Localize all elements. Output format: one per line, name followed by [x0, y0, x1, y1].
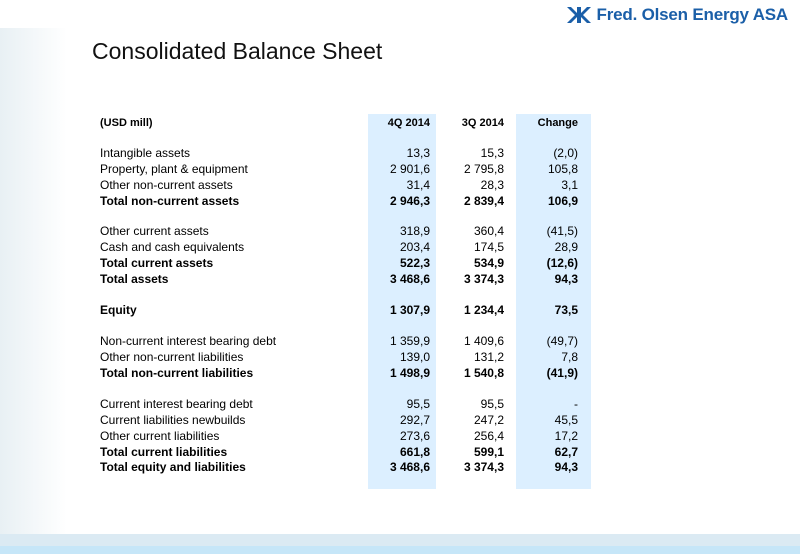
row-value: 95,5 [406, 397, 430, 411]
row-label: Total non-current liabilities [100, 366, 254, 380]
row-value: 94,3 [554, 272, 578, 286]
table-row [0, 162, 800, 176]
table-row [0, 303, 800, 317]
table-row [0, 272, 800, 286]
column-header-4q2014: 4Q 2014 [387, 117, 430, 129]
column-header-change: Change [537, 117, 578, 129]
row-value: 7,8 [561, 350, 578, 364]
row-value: 106,9 [547, 194, 578, 208]
row-value: 3 374,3 [463, 460, 504, 474]
row-value: 3,1 [561, 178, 578, 192]
row-value: 174,5 [473, 240, 504, 254]
row-value: 292,7 [399, 413, 430, 427]
row-label: Total non-current assets [100, 194, 240, 208]
row-label: Total current assets [100, 256, 214, 270]
row-value: 2 795,8 [463, 162, 504, 176]
row-value: 3 374,3 [463, 272, 504, 286]
row-value: 273,6 [399, 429, 430, 443]
unit-label: (USD mill) [100, 117, 153, 129]
row-value: 13,3 [406, 146, 430, 160]
row-value: 599,1 [473, 445, 504, 459]
row-label: Non-current interest bearing debt [100, 334, 277, 348]
row-value: (41,9) [546, 366, 578, 380]
row-value: (41,5) [546, 224, 578, 238]
row-value: 15,3 [480, 146, 504, 160]
row-value: 28,3 [480, 178, 504, 192]
row-value: 1 409,6 [463, 334, 504, 348]
company-logo [565, 4, 788, 26]
row-value: (2,0) [553, 146, 578, 160]
table-row [0, 178, 800, 192]
row-label: Property, plant & equipment [100, 162, 248, 176]
column-header-3q2014: 3Q 2014 [461, 117, 504, 129]
row-value: 522,3 [399, 256, 430, 270]
row-value: 2 839,4 [463, 194, 504, 208]
table-row [0, 224, 800, 238]
row-label: Current liabilities newbuilds [100, 413, 246, 427]
row-label: Other current assets [100, 224, 209, 238]
row-value: 131,2 [473, 350, 504, 364]
row-value: 94,3 [554, 460, 578, 474]
table-row [0, 194, 800, 208]
row-value: 31,4 [406, 178, 430, 192]
row-value: 534,9 [473, 256, 504, 270]
company-name: Fred. Olsen Energy ASA [596, 5, 788, 24]
fred-olsen-logo-icon [565, 5, 591, 25]
row-label: Other current liabilities [100, 429, 220, 443]
row-label: Total assets [100, 272, 169, 286]
row-value: 661,8 [399, 445, 430, 459]
row-value: 1 234,4 [463, 303, 504, 317]
row-value: 28,9 [554, 240, 578, 254]
row-value: 360,4 [473, 224, 504, 238]
row-value: 3 468,6 [389, 272, 430, 286]
row-value: 17,2 [554, 429, 578, 443]
row-value: 318,9 [399, 224, 430, 238]
row-label: Cash and cash equivalents [100, 240, 245, 254]
table-row [0, 397, 800, 411]
table-row [0, 445, 800, 459]
row-label: Equity [100, 303, 137, 317]
row-label: Total current liabilities [100, 445, 228, 459]
row-value: (12,6) [546, 256, 578, 270]
row-value: 203,4 [399, 240, 430, 254]
row-value: 62,7 [554, 445, 578, 459]
row-value: 3 468,6 [389, 460, 430, 474]
row-value: (49,7) [546, 334, 578, 348]
table-row [0, 256, 800, 270]
table-row [0, 334, 800, 348]
row-value: - [574, 397, 578, 411]
row-label: Current interest bearing debt [100, 397, 253, 411]
row-value: 1 359,9 [389, 334, 430, 348]
table-row [0, 429, 800, 443]
table-row [0, 240, 800, 254]
row-value: 139,0 [399, 350, 430, 364]
table-row [0, 460, 800, 474]
row-value: 1 540,8 [463, 366, 504, 380]
table-row [0, 413, 800, 427]
row-value: 95,5 [480, 397, 504, 411]
row-value: 256,4 [473, 429, 504, 443]
row-label: Other non-current assets [100, 178, 233, 192]
row-value: 2 946,3 [389, 194, 430, 208]
row-value: 105,8 [547, 162, 578, 176]
row-value: 2 901,6 [389, 162, 430, 176]
row-value: 1 307,9 [389, 303, 430, 317]
row-label: Other non-current liabilities [100, 350, 244, 364]
row-label: Total equity and liabilities [100, 460, 246, 474]
row-label: Intangible assets [100, 146, 191, 160]
table-row [0, 146, 800, 160]
row-value: 73,5 [554, 303, 578, 317]
footer-line [0, 546, 800, 554]
row-value: 45,5 [554, 413, 578, 427]
table-row [0, 366, 800, 380]
row-value: 247,2 [473, 413, 504, 427]
table-row [0, 350, 800, 364]
row-value: 1 498,9 [389, 366, 430, 380]
page-title: Consolidated Balance Sheet [92, 38, 383, 64]
